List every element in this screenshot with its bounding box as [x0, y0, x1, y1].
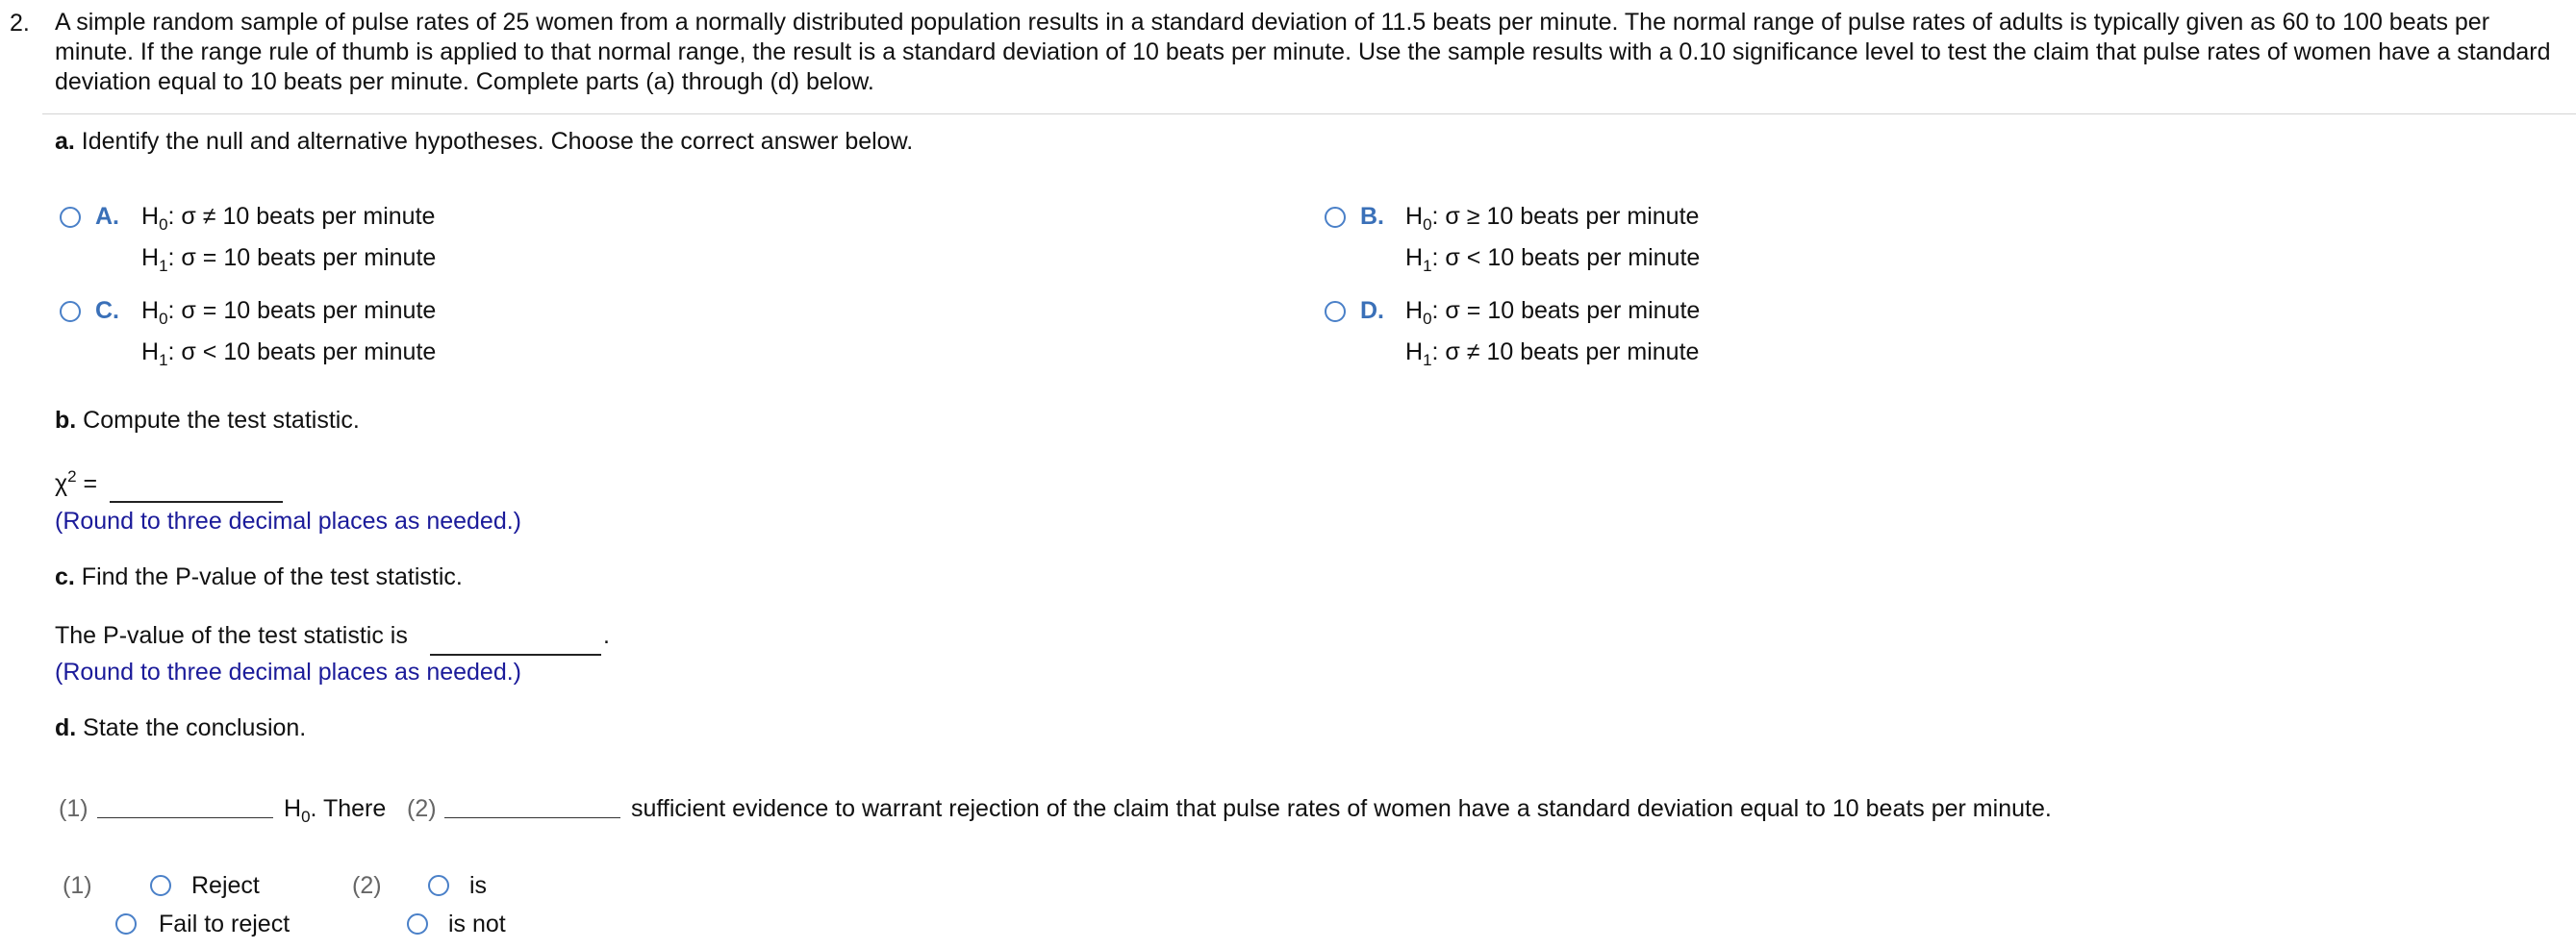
question-number: 2. — [10, 10, 30, 37]
fail-to-reject-label[interactable]: Fail to reject — [159, 911, 290, 937]
h1-subscript: 1 — [159, 257, 168, 275]
h0-subscript: 0 — [1423, 310, 1432, 328]
option-a-h1-text: : σ = 10 beats per minute — [167, 244, 437, 271]
is-not-radio[interactable] — [407, 913, 428, 935]
part-c-heading — [55, 562, 463, 592]
chi-power: 2 — [67, 467, 77, 486]
option-c-radio[interactable] — [60, 301, 81, 322]
option-d-h0-text: : σ = 10 beats per minute — [1431, 297, 1701, 324]
chi-square-label — [55, 469, 97, 499]
option-d-h1-text: : σ ≠ 10 beats per minute — [1431, 338, 1700, 365]
chi-equals: = — [76, 470, 98, 497]
option-d-radio[interactable] — [1325, 301, 1346, 322]
part-c-label: c. — [55, 563, 75, 590]
choices-1-label: (1) — [63, 872, 92, 899]
part-a-heading — [55, 127, 913, 157]
h0-subscript: 0 — [159, 215, 168, 234]
blank-1-label: (1) — [59, 795, 88, 822]
part-b-label: b. — [55, 407, 77, 434]
h-subscript: 0 — [301, 808, 311, 826]
option-a-h0-text: : σ ≠ 10 beats per minute — [167, 203, 436, 230]
reject-label[interactable]: Reject — [191, 872, 260, 899]
option-a-letter: A. — [95, 203, 119, 230]
option-a-h0: $H_0$: σ ≠ 10 beats per minute — [141, 203, 436, 234]
p-value-input-line[interactable] — [430, 654, 601, 656]
reject-radio[interactable] — [150, 875, 171, 896]
option-c-h0-text: : σ = 10 beats per minute — [167, 297, 437, 324]
part-a-label: a. — [55, 128, 75, 155]
h1-subscript: 1 — [1423, 351, 1432, 369]
chi-square-input-line[interactable] — [110, 501, 283, 503]
option-a-radio[interactable] — [60, 207, 81, 228]
option-b-radio[interactable] — [1325, 207, 1346, 228]
option-c-h1-text: : σ < 10 beats per minute — [167, 338, 437, 365]
choices-2-label: (2) — [352, 872, 382, 899]
part-b-heading — [55, 406, 360, 436]
blank-1-line[interactable] — [97, 817, 273, 818]
is-label[interactable]: is — [469, 872, 488, 899]
is-not-label[interactable]: is not — [448, 911, 506, 937]
p-value-period: . — [603, 622, 610, 649]
option-a-h1: $H_1$: σ = 10 beats per minute — [141, 244, 437, 275]
part-c-prompt: Find the P-value of the test statistic. — [74, 563, 463, 590]
blank-2-line[interactable] — [444, 817, 620, 818]
option-b-h1: $H_1$: σ < 10 beats per minute — [1405, 244, 1701, 275]
option-b-h0-text: : σ ≥ 10 beats per minute — [1431, 203, 1700, 230]
question-text: A simple random sample of pulse rates of 25 women from a normally distributed population results in a standard deviation of 11.5 beats per minute. The normal range of pulse rates of adults is typically given as 60 to 100 beats per minute. If the range rule of thumb is applied to that normal range, the result is a standard deviation of 10 beats per minute. Use the sample results with a 0.10 significance level to test the claim that pulse rates of women have a standard deviation equal to 10 beats per minute. Complete parts (a) through (d) below. — [55, 9, 2551, 95]
part-d-label: d. — [55, 714, 77, 741]
option-d-h0: $H_0$: σ = 10 beats per minute — [1405, 297, 1701, 328]
conclusion-middle: . There — [310, 795, 387, 822]
part-b-round-note: (Round to three decimal places as needed.) — [55, 508, 522, 535]
option-d-letter: D. — [1360, 297, 1384, 324]
is-radio[interactable] — [428, 875, 449, 896]
divider — [42, 113, 2576, 114]
p-value-answer[interactable] — [433, 621, 598, 650]
h-letter: H — [284, 795, 302, 822]
h0-subscript: 0 — [1423, 215, 1432, 234]
option-d-h1: $H_1$: σ ≠ 10 beats per minute — [1405, 338, 1700, 369]
h1-subscript: 1 — [159, 351, 168, 369]
part-c-round-note: (Round to three decimal places as needed.) — [55, 659, 522, 686]
chi-square-answer[interactable] — [114, 469, 281, 498]
blank-2-label: (2) — [407, 795, 437, 822]
option-c-h0: $H_0$: σ = 10 beats per minute — [141, 297, 437, 328]
conclusion-tail: sufficient evidence to warrant rejection of the claim that pulse rates of women have a standard deviation equal to 10 beats per minute. — [631, 795, 2052, 822]
h1-subscript: 1 — [1423, 257, 1432, 275]
h0-symbol — [284, 794, 386, 824]
part-d-prompt: State the conclusion. — [76, 714, 307, 741]
chi-symbol: χ — [55, 470, 68, 497]
option-c-h1: $H_1$: σ < 10 beats per minute — [141, 338, 437, 369]
option-c-letter: C. — [95, 297, 119, 324]
option-b-h0: $H_0$: σ ≥ 10 beats per minute — [1405, 203, 1700, 234]
option-b-h1-text: : σ < 10 beats per minute — [1431, 244, 1701, 271]
part-b-prompt: Compute the test statistic. — [76, 407, 360, 434]
part-a-prompt: Identify the null and alternative hypotheses. Choose the correct answer below. — [74, 128, 914, 155]
fail-to-reject-radio[interactable] — [115, 913, 137, 935]
h0-subscript: 0 — [159, 310, 168, 328]
part-d-heading — [55, 713, 306, 743]
option-b-letter: B. — [1360, 203, 1384, 230]
p-value-sentence: The P-value of the test statistic is — [55, 622, 408, 649]
